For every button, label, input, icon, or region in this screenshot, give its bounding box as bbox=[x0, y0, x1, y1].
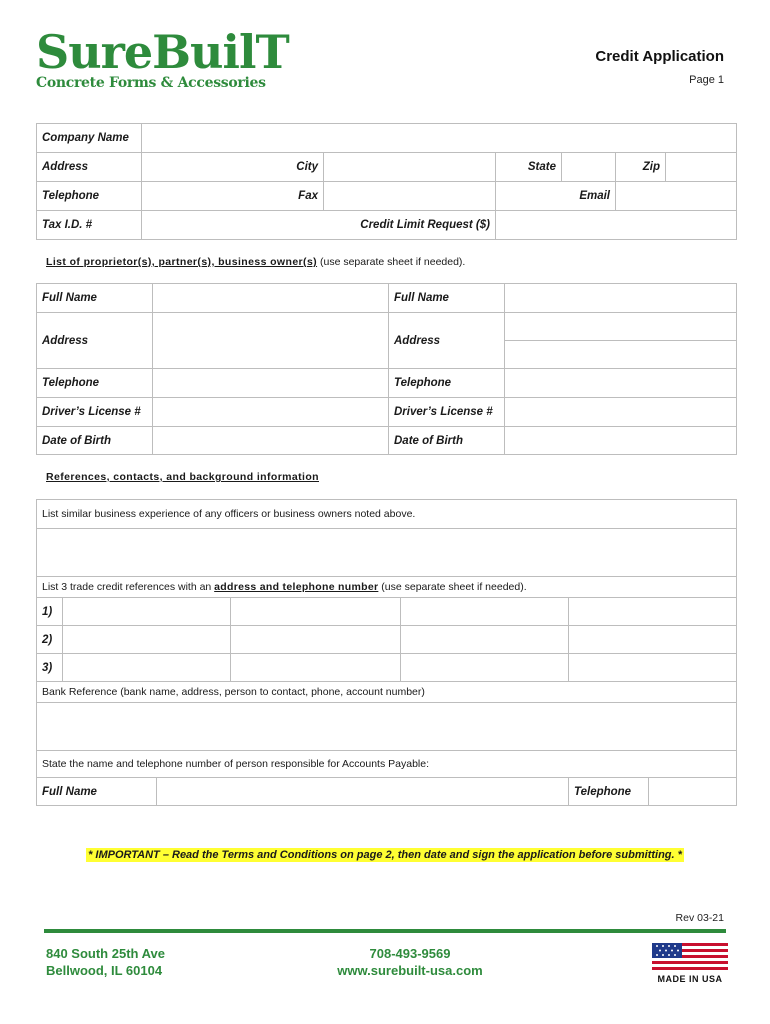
trade-prompt-post: (use separate sheet if needed). bbox=[378, 581, 527, 593]
owners-table bbox=[36, 283, 737, 455]
ap-telephone-cell bbox=[569, 778, 737, 806]
owner1-dob-field[interactable] bbox=[153, 427, 389, 455]
owner2-full-name-label: Full Name bbox=[389, 284, 505, 313]
city-field[interactable] bbox=[324, 153, 496, 182]
page-number: Page 1 bbox=[689, 74, 724, 86]
fax-label: Fax bbox=[142, 182, 324, 211]
trade-ref-1-label: 1) bbox=[37, 598, 63, 626]
owner1-telephone-field[interactable] bbox=[153, 369, 389, 398]
trade-ref-3-label: 3) bbox=[37, 654, 63, 682]
owner1-license-label: Driver’s License # bbox=[37, 398, 153, 427]
ap-telephone-label: Telephone bbox=[569, 778, 649, 805]
owners-heading-line bbox=[46, 256, 465, 268]
owner1-telephone-label: Telephone bbox=[37, 369, 153, 398]
address-line-2: Bellwood, IL 60104 bbox=[46, 963, 163, 978]
owner2-dob-label: Date of Birth bbox=[389, 427, 505, 455]
ap-prompt: State the name and telephone number of person responsible for Accounts Payable: bbox=[37, 751, 737, 778]
trade-ref-2-label: 2) bbox=[37, 626, 63, 654]
state-field[interactable] bbox=[562, 153, 616, 182]
owner2-address-field-1[interactable] bbox=[505, 313, 737, 341]
trade-ref-3-extra[interactable] bbox=[569, 654, 737, 682]
owner2-full-name-field[interactable] bbox=[505, 284, 737, 313]
company-name-field[interactable] bbox=[142, 124, 737, 153]
logo-brand: SureBuilT bbox=[36, 25, 289, 79]
references-heading: References, contacts, and background information bbox=[46, 471, 319, 483]
footer-divider bbox=[44, 929, 726, 933]
fax-field[interactable] bbox=[324, 182, 496, 211]
owner1-address-field[interactable] bbox=[153, 313, 389, 369]
trade-ref-2-address[interactable] bbox=[231, 626, 401, 654]
email-field[interactable] bbox=[616, 182, 737, 211]
owner2-address-field-2[interactable] bbox=[505, 341, 737, 369]
footer-contact bbox=[280, 945, 540, 979]
address-label: Address bbox=[37, 153, 142, 182]
telephone-label: Telephone bbox=[37, 182, 142, 211]
trade-prompt-bold: address and telephone number bbox=[214, 581, 379, 593]
zip-field[interactable] bbox=[666, 153, 737, 182]
owner2-address-label: Address bbox=[389, 313, 505, 369]
footer-website[interactable]: www.surebuilt-usa.com bbox=[337, 963, 483, 978]
trade-ref-3-name[interactable] bbox=[63, 654, 231, 682]
trade-ref-2-phone[interactable] bbox=[401, 626, 569, 654]
bank-prompt: Bank Reference (bank name, address, person to contact, phone, account number) bbox=[37, 682, 737, 703]
important-notice bbox=[0, 845, 770, 863]
experience-field[interactable] bbox=[37, 529, 737, 577]
owner1-address-label: Address bbox=[37, 313, 153, 369]
trade-ref-1-extra[interactable] bbox=[569, 598, 737, 626]
trade-prompt bbox=[37, 577, 737, 598]
owners-heading: List of proprietor(s), partner(s), business owner(s) bbox=[46, 256, 318, 268]
trade-ref-1-address[interactable] bbox=[231, 598, 401, 626]
owner1-full-name-label: Full Name bbox=[37, 284, 153, 313]
important-text: * IMPORTANT – Read the Terms and Conditions on page 2, then date and sign the application before submitting. * bbox=[88, 849, 682, 861]
ap-full-name-label: Full Name bbox=[37, 778, 157, 806]
owner2-telephone-field[interactable] bbox=[505, 369, 737, 398]
experience-prompt: List similar business experience of any officers or business owners noted above. bbox=[37, 500, 737, 529]
city-label: City bbox=[142, 153, 324, 182]
trade-ref-2-extra[interactable] bbox=[569, 626, 737, 654]
trade-ref-1-phone[interactable] bbox=[401, 598, 569, 626]
trade-ref-3-phone[interactable] bbox=[401, 654, 569, 682]
owner2-license-label: Driver’s License # bbox=[389, 398, 505, 427]
company-name-label: Company Name bbox=[37, 124, 142, 153]
owner1-license-field[interactable] bbox=[153, 398, 389, 427]
surebuilt-logo bbox=[36, 25, 289, 91]
credit-limit-field[interactable] bbox=[496, 211, 737, 240]
company-info-table bbox=[36, 123, 737, 240]
owner1-full-name-field[interactable] bbox=[153, 284, 389, 313]
trade-ref-3-address[interactable] bbox=[231, 654, 401, 682]
footer-address bbox=[46, 945, 165, 979]
ap-telephone-field[interactable] bbox=[649, 778, 736, 805]
owner2-dob-field[interactable] bbox=[505, 427, 737, 455]
trade-ref-2-name[interactable] bbox=[63, 626, 231, 654]
email-label: Email bbox=[496, 182, 616, 211]
address-line-1: 840 South 25th Ave bbox=[46, 946, 165, 961]
owner1-dob-label: Date of Birth bbox=[37, 427, 153, 455]
made-in-usa-badge bbox=[652, 943, 728, 984]
trade-ref-1-name[interactable] bbox=[63, 598, 231, 626]
owners-note: (use separate sheet if needed). bbox=[317, 256, 466, 268]
trade-prompt-pre: List 3 trade credit references with an bbox=[42, 581, 215, 593]
us-flag-icon bbox=[652, 943, 728, 973]
zip-label: Zip bbox=[616, 153, 666, 182]
document-title: Credit Application bbox=[595, 48, 724, 65]
owner2-telephone-label: Telephone bbox=[389, 369, 505, 398]
owner2-license-field[interactable] bbox=[505, 398, 737, 427]
ap-full-name-field[interactable] bbox=[157, 778, 569, 806]
tax-id-label: Tax I.D. # bbox=[37, 211, 142, 240]
made-in-usa-text: MADE IN USA bbox=[657, 974, 723, 984]
revision-label: Rev 03-21 bbox=[675, 912, 724, 924]
logo-tagline: Concrete Forms & Accessories bbox=[36, 75, 266, 91]
references-table bbox=[36, 499, 737, 806]
bank-reference-field[interactable] bbox=[37, 703, 737, 751]
footer-phone: 708-493-9569 bbox=[369, 946, 451, 961]
state-label: State bbox=[496, 153, 562, 182]
credit-limit-label: Credit Limit Request ($) bbox=[142, 211, 496, 240]
references-heading-line bbox=[46, 471, 319, 483]
